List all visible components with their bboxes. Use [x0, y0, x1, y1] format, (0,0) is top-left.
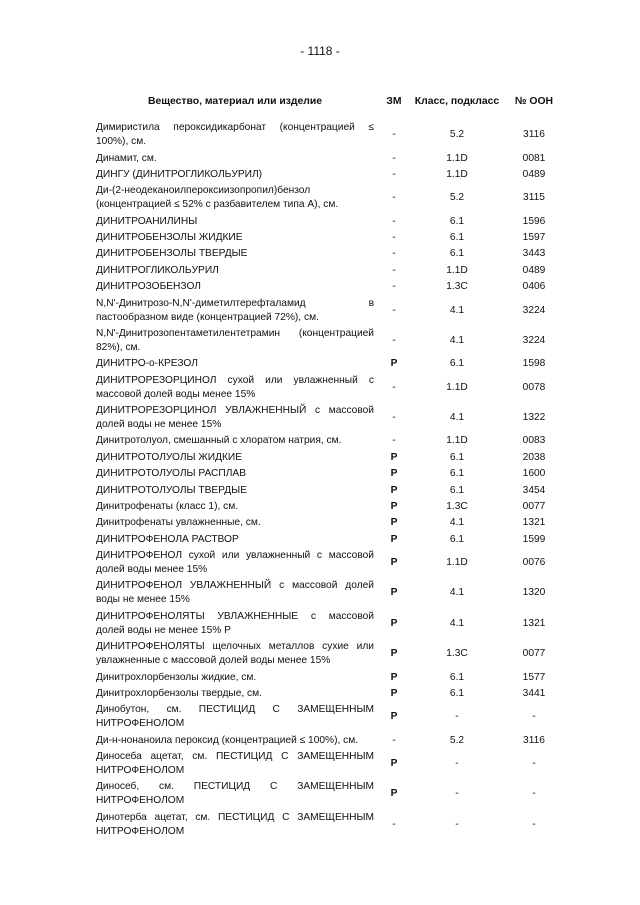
un-number-cell: 3454	[522, 484, 546, 496]
zm-cell: Р	[390, 517, 398, 529]
un-number-cell: 2038	[522, 451, 546, 463]
class-cell: 6.1	[449, 248, 465, 260]
substance-name-cell: ДИНИТРОБЕНЗОЛЫ ЖИДКИЕ	[96, 232, 243, 244]
zm-cell: -	[392, 129, 396, 141]
un-number-cell: -	[532, 711, 536, 723]
class-cell: 6.1	[449, 215, 465, 227]
table-row	[96, 669, 568, 685]
un-number-cell: 3116	[523, 129, 545, 141]
zm-cell: -	[392, 264, 396, 276]
substance-name-cell: ДИНИТРОРЕЗОРЦИНОЛ УВЛАЖНЕННЫЙ с массовой долей воды не менее 15%	[96, 405, 374, 431]
zm-cell: -	[392, 232, 396, 244]
table-row	[96, 499, 568, 515]
class-cell: 1.1D	[446, 168, 468, 180]
zm-cell: Р	[390, 484, 398, 496]
table-row	[96, 686, 568, 702]
class-cell: 4.1	[449, 304, 465, 316]
table-row	[96, 466, 568, 482]
class-cell: 1.1D	[446, 435, 468, 447]
class-cell: 1.3C	[446, 500, 468, 512]
un-number-cell: 0076	[522, 557, 546, 569]
substance-name-cell: Димиристила пероксидикарбонат (концентрацией ≤ 100%), см.	[96, 122, 374, 148]
table-row	[96, 183, 568, 213]
zm-cell: Р	[390, 617, 398, 629]
zm-cell: -	[392, 215, 396, 227]
substance-name-cell: Диносеб, см. ПЕСТИЦИД С ЗАМЕЩЕННЫМ НИТРОФЕНОЛОМ	[96, 781, 374, 807]
class-cell: 1.3C	[446, 648, 468, 660]
table-body	[96, 120, 568, 840]
zm-cell: -	[392, 435, 396, 447]
zm-cell: Р	[390, 687, 398, 699]
un-number-cell: 0077	[522, 500, 546, 512]
zm-cell: Р	[390, 587, 398, 599]
table-row	[96, 532, 568, 548]
table-row	[96, 120, 568, 150]
zm-cell: Р	[390, 557, 398, 569]
zm-cell: -	[392, 281, 396, 293]
class-cell: 5.2	[449, 129, 465, 141]
class-cell: 6.1	[449, 468, 465, 480]
un-number-cell: 0077	[522, 648, 546, 660]
table-row	[96, 779, 568, 809]
table-row	[96, 279, 568, 295]
class-cell: 6.1	[449, 671, 465, 683]
table-row	[96, 326, 568, 356]
table-row	[96, 733, 568, 749]
table-row	[96, 433, 568, 449]
table-row	[96, 482, 568, 498]
substance-name-cell: ДИНГУ (ДИНИТРОГЛИКОЛЬУРИЛ)	[96, 168, 263, 180]
class-cell: 6.1	[449, 687, 465, 699]
substance-name-cell: N,N'-Динитрозопентаметилентетрамин (концентрацией 82%), см.	[96, 327, 374, 353]
table-row	[96, 373, 568, 403]
un-number-cell: 3443	[522, 248, 546, 260]
un-number-cell: 1322	[522, 412, 546, 424]
un-number-cell: -	[532, 818, 536, 830]
substance-name-cell: ДИНИТРОФЕНОЛЯТЫ щелочных металлов сухие или увлажненные с массовой долей воды менее 15%	[96, 641, 374, 667]
substance-name-cell: Динамит, см.	[96, 152, 157, 164]
un-number-cell: 1321	[522, 517, 546, 529]
class-cell: -	[455, 758, 459, 770]
zm-cell: -	[392, 412, 396, 424]
class-cell: 6.1	[449, 358, 465, 370]
table-row	[96, 403, 568, 433]
class-cell: 6.1	[449, 451, 465, 463]
zm-cell: -	[392, 248, 396, 260]
un-number-cell: 0078	[522, 381, 546, 393]
table-row	[96, 263, 568, 279]
class-cell: -	[455, 788, 459, 800]
class-cell: 6.1	[449, 533, 465, 545]
un-number-cell: 3224	[522, 334, 546, 346]
un-number-cell: 1599	[522, 533, 546, 545]
table-row	[96, 295, 568, 325]
un-number-cell: 1321	[522, 617, 546, 629]
substance-name-cell: ДИНИТРОФЕНОЛЯТЫ УВЛАЖНЕННЫЕ с массовой долей воды не менее 15% Р	[96, 610, 374, 636]
substance-name-cell: Диносеба ацетат, см. ПЕСТИЦИД С ЗАМЕЩЕННЫМ НИТРОФЕНОЛОМ	[96, 751, 374, 777]
zm-cell: Р	[390, 758, 398, 770]
un-number-cell: 0489	[522, 264, 546, 276]
substance-name-cell: Динитрохлорбензолы твердые, см.	[96, 687, 262, 699]
substance-name-cell: Динитрофенаты (класс 1), см.	[96, 500, 239, 512]
un-number-cell: 1320	[522, 587, 546, 599]
table-row	[96, 609, 568, 639]
class-cell: 1.1D	[446, 381, 468, 393]
substance-name-cell: ДИНИТРОРЕЗОРЦИНОЛ сухой или увлажненный с массовой долей воды менее 15%	[96, 374, 374, 400]
substance-name-cell: ДИНИТРОТОЛУОЛЫ РАСПЛАВ	[96, 468, 246, 480]
table-row	[96, 167, 568, 183]
un-number-cell: 3116	[523, 734, 545, 746]
substance-name-cell: ДИНИТРОАНИЛИНЫ	[96, 215, 198, 227]
un-number-cell: 0406	[522, 281, 546, 293]
substance-name-cell: Динитрофенаты увлажненные, см.	[96, 517, 261, 529]
zm-cell: Р	[390, 533, 398, 545]
table-row	[96, 230, 568, 246]
substance-name-cell: ДИНИТРОФЕНОЛ УВЛАЖНЕННЫЙ с массовой долей воды не менее 15%	[96, 580, 374, 606]
table-row	[96, 639, 568, 669]
zm-cell: Р	[390, 671, 398, 683]
zm-cell: Р	[390, 468, 398, 480]
zm-cell: -	[392, 734, 396, 746]
substance-name-cell: ДИНИТРОЗОБЕНЗОЛ	[96, 281, 201, 293]
class-cell: 4.1	[449, 617, 465, 629]
substance-name-cell: Ди-н-нонаноила пероксид (концентрацией ≤ 100%), см.	[96, 734, 359, 746]
table-row	[96, 749, 568, 779]
un-number-cell: 0489	[522, 168, 546, 180]
substance-name-cell: ДИНИТРО-о-КРЕЗОЛ	[96, 358, 198, 370]
substance-name-cell: ДИНИТРОГЛИКОЛЬУРИЛ	[96, 264, 219, 276]
table-row	[96, 702, 568, 732]
table-row	[96, 214, 568, 230]
class-cell: 6.1	[449, 232, 465, 244]
substances-table	[96, 86, 568, 840]
zm-cell: Р	[390, 358, 398, 370]
un-number-cell: 3115	[523, 192, 545, 204]
un-number-cell: -	[532, 788, 536, 800]
zm-cell: Р	[390, 711, 398, 723]
un-number-cell: 3441	[522, 687, 546, 699]
zm-cell: -	[392, 334, 396, 346]
table-row	[96, 150, 568, 166]
substance-name-cell: ДИНИТРОТОЛУОЛЫ ЖИДКИЕ	[96, 451, 243, 463]
un-number-cell: 3224	[522, 304, 546, 316]
class-cell: 5.2	[449, 734, 465, 746]
class-cell: 5.2	[449, 192, 465, 204]
substance-name-cell: ДИНИТРОТОЛУОЛЫ ТВЕРДЫЕ	[96, 484, 247, 496]
substance-name-cell: Динотерба ацетат, см. ПЕСТИЦИД С ЗАМЕЩЕННЫМ НИТРОФЕНОЛОМ	[96, 811, 374, 837]
substance-name-cell: ДИНИТРОФЕНОЛ сухой или увлажненный с массовой долей воды менее 15%	[96, 550, 374, 576]
table-header	[96, 86, 568, 120]
table-row	[96, 548, 568, 578]
class-cell: -	[455, 711, 459, 723]
header-un-number: № ООН	[514, 95, 554, 107]
zm-cell: -	[392, 381, 396, 393]
class-cell: 1.1D	[446, 152, 468, 164]
un-number-cell: 1597	[522, 232, 546, 244]
class-cell: 4.1	[449, 334, 465, 346]
table-row	[96, 810, 568, 840]
class-cell: -	[455, 818, 459, 830]
table-row	[96, 578, 568, 608]
class-cell: 4.1	[449, 587, 465, 599]
table-row	[96, 515, 568, 531]
un-number-cell: 0083	[522, 435, 546, 447]
un-number-cell: 1598	[522, 358, 546, 370]
table-row	[96, 246, 568, 262]
zm-cell: -	[392, 818, 396, 830]
substance-name-cell: Динитрохлорбензолы жидкие, см.	[96, 671, 257, 683]
substance-name-cell: Динобутон, см. ПЕСТИЦИД С ЗАМЕЩЕННЫМ НИТРОФЕНОЛОМ	[96, 704, 374, 730]
zm-cell: Р	[390, 648, 398, 660]
class-cell: 4.1	[449, 412, 465, 424]
table-row	[96, 450, 568, 466]
header-substance: Вещество, материал или изделие	[147, 95, 323, 107]
zm-cell: -	[392, 304, 396, 316]
class-cell: 6.1	[449, 484, 465, 496]
zm-cell: -	[392, 168, 396, 180]
substance-name-cell: Ди-(2-неодеканоилпероксиизопропил)бензол (концентрацией ≤ 52% с разбавителем типа А), см.	[96, 185, 339, 211]
substance-name-cell: ДИНИТРОФЕНОЛА РАСТВОР	[96, 533, 239, 545]
header-zm: ЗМ	[386, 95, 402, 107]
substance-name-cell: ДИНИТРОБЕНЗОЛЫ ТВЕРДЫЕ	[96, 248, 248, 260]
substance-name-cell: N,N'-Динитрозо-N,N'-диметилтерефталамид в пастообразном виде (концентрацией 72%), см.	[96, 297, 374, 323]
un-number-cell: 1596	[522, 215, 546, 227]
zm-cell: -	[392, 192, 396, 204]
zm-cell: Р	[390, 500, 398, 512]
substance-name-cell: Динитротолуол, смешанный с хлоратом натрия, см.	[96, 435, 342, 447]
class-cell: 4.1	[449, 517, 465, 529]
un-number-cell: 0081	[522, 152, 546, 164]
zm-cell: Р	[390, 451, 398, 463]
un-number-cell: 1577	[522, 671, 546, 683]
table-row	[96, 356, 568, 372]
un-number-cell: 1600	[522, 468, 546, 480]
class-cell: 1.3C	[446, 281, 468, 293]
un-number-cell: -	[532, 758, 536, 770]
class-cell: 1.1D	[446, 557, 468, 569]
class-cell: 1.1D	[446, 264, 468, 276]
zm-cell: -	[392, 152, 396, 164]
zm-cell: Р	[390, 788, 398, 800]
page-number: - 1118 -	[300, 44, 340, 58]
header-class: Класс, подкласс	[414, 95, 500, 107]
